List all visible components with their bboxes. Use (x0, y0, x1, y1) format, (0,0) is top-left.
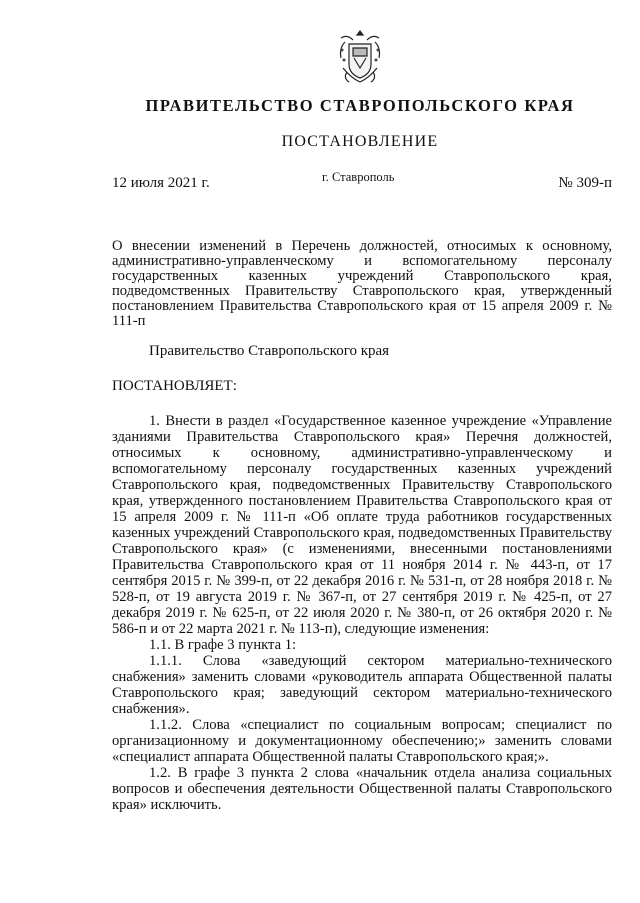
government-title: ПРАВИТЕЛЬСТВО СТАВРОПОЛЬСКОГО КРАЯ (145, 96, 575, 115)
document-number: № 309-п (558, 175, 612, 191)
document-type: ПОСТАНОВЛЕНИЕ (281, 133, 439, 150)
document-subject: О внесении изменений в Перечень должностей, относимых к основному, административно-управленческому и вспомогательному персоналу государственных казенных учреждений Ставропольского края, подведомственных Правительству Ставропольского края, утвержденный постановлением Правительства Ставропольского края от 15 апреля 2009 г. № 111-п (112, 238, 612, 329)
document-body (112, 413, 612, 813)
resolves-heading: ПОСТАНОВЛЯЕТ: (112, 378, 237, 394)
intro-line: Правительство Ставропольского края (149, 343, 390, 359)
paragraph-1-1-1: 1.1.1. Слова «заведующий сектором материально-технического снабжения» заменить словами «руководитель аппарата Общественной палаты Ставропольского края; заведующий сектором материально-технического снабжения». (112, 653, 612, 717)
document-date: 12 июля 2021 г. (112, 175, 210, 191)
coat-of-arms-icon (335, 28, 385, 86)
paragraph-1: 1. Внести в раздел «Государственное казенное учреждение «Управление зданиями Правительства Ставропольского края» Перечня должностей, относимых к основному, административно-управленческому и вспомогательному персоналу государственных казенных учреждений Ставропольского края, подведомственных Правительству Ставропольского края, утвержденного постановлением Правительства Ставропольского края от 15 апреля 2009 г. № 111-п «Об оплате труда работников государственных казенных учреждений Ставропольского края, подведомственных Правительству Ставропольского края» (с изменениями, внесенными постановлениями Правительства Ставропольского края от 11 ноября 2014 г. № 443-п, от 17 сентября 2015 г. № 399-п, от 22 декабря 2016 г. № 531-п, от 28 ноября 2018 г. № 528-п, от 19 августа 2019 г. № 367-п, от 27 сентября 2019 г. № 425-п, от 27 декабря 2019 г. № 625-п, от 22 июля 2020 г. № 380-п, от 26 октября 2020 г. № 586-п и от 22 марта 2021 г. № 113-п), следующие изменения: (112, 413, 612, 637)
paragraph-1-1-2: 1.1.2. Слова «специалист по социальным вопросам; специалист по организационному и документационному обеспечению;» заменить словами «специалист аппарата Общественной палаты Ставропольского края;». (112, 717, 612, 765)
document-city: г. Ставрополь (322, 170, 395, 184)
paragraph-1-1: 1.1. В графе 3 пункта 1: (149, 637, 297, 653)
paragraph-1-2: 1.2. В графе 3 пункта 2 слова «начальник отдела анализа социальных вопросов и обеспечения деятельности Общественной палаты Ставропольского края» исключить. (112, 765, 612, 813)
